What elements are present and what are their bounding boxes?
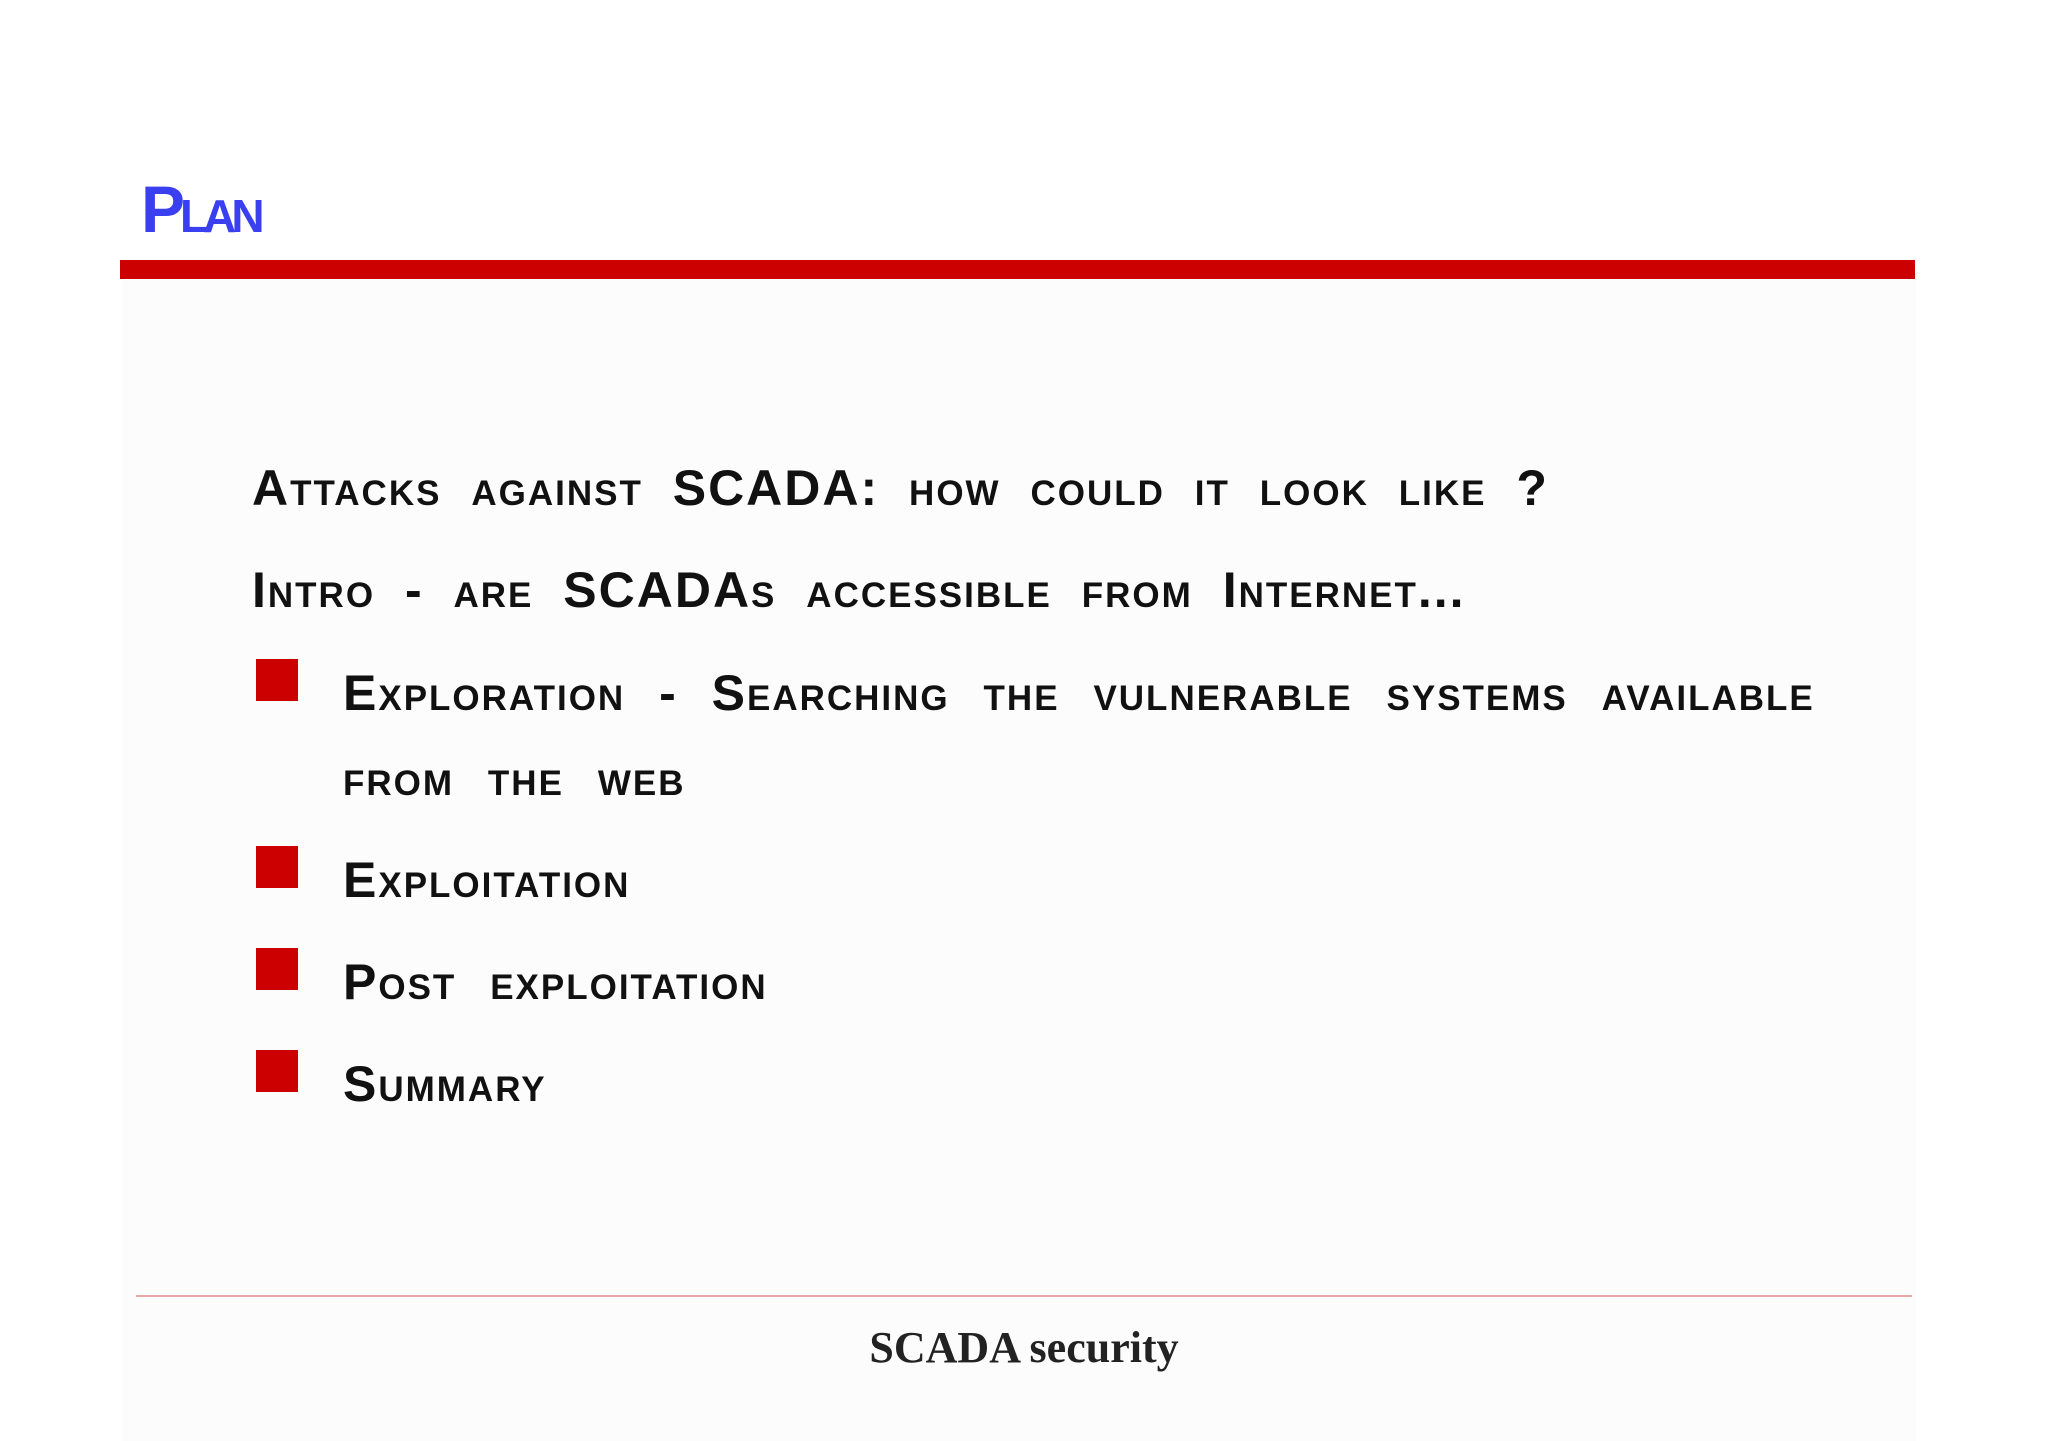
agenda-item-summary: Summary (343, 1056, 547, 1112)
title-divider (120, 260, 1915, 279)
agenda-item-intro: Intro - are SCADAs accessible from Internet... (252, 562, 1466, 618)
agenda-item-exploration-continued: from the web (343, 750, 686, 806)
agenda-item-post-exploitation: Post exploitation (343, 954, 768, 1010)
agenda-item-exploration: Exploration - Searching the vulnerable systems available (343, 665, 1815, 721)
bullet-square-icon (256, 846, 298, 888)
bullet-square-icon (256, 1050, 298, 1092)
agenda-item-attacks: Attacks against SCADA: how could it look like ? (252, 460, 1549, 516)
bullet-square-icon (256, 659, 298, 701)
slide-title: Plan (141, 172, 260, 246)
footer-text: SCADA security (869, 1323, 1179, 1372)
agenda-item-exploitation: Exploitation (343, 852, 631, 908)
bullet-square-icon (256, 948, 298, 990)
footer-divider (136, 1295, 1912, 1297)
